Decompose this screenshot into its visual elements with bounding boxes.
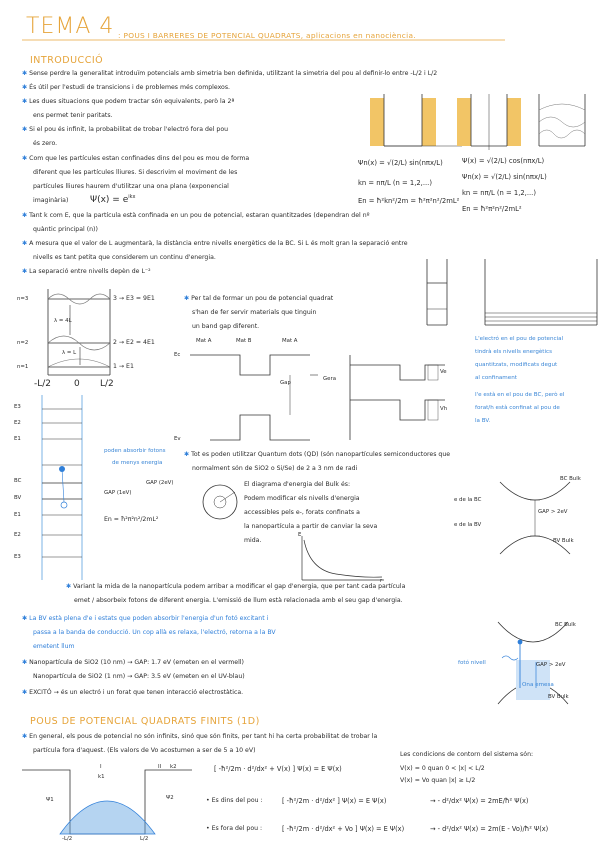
note-line-3: quantitzats, modificats degut bbox=[475, 362, 558, 368]
bulk-bc: BC Bulk bbox=[560, 476, 581, 482]
formula-left-psi: Ψn(x) = √(2/L) sin(nπx/L) bbox=[358, 159, 443, 167]
cond-2: V(x) = Vo quan |x| ≥ L/2 bbox=[400, 777, 476, 784]
qd-diag-title: El diagrama d'energia del Bulk és: bbox=[244, 481, 351, 488]
qw-ec: Ec bbox=[174, 352, 181, 358]
fw-k2: k2 bbox=[170, 764, 177, 770]
qw-line-3: un band gap diferent. bbox=[192, 323, 260, 330]
note-line-4: al confinament bbox=[475, 375, 517, 381]
level-n3: n=3 bbox=[17, 296, 29, 302]
level-e3: 3 → E3 = 9E1 bbox=[113, 295, 155, 302]
plane-wave-formula: $\Psi(x) = e^{ikx}$ bbox=[90, 194, 136, 205]
lb-note-2: de menys energia bbox=[112, 460, 163, 466]
outside-eq: [ -ħ²/2m · d²/dx² + Vo ] Ψ(x) = E Ψ(x) bbox=[282, 825, 405, 833]
intro-line-8: diferent que les partícules lliures. Si descrivim el moviment de les bbox=[33, 169, 238, 176]
fw-psi2: Ψ2 bbox=[166, 795, 174, 801]
qw-line-1: ✱ Per tal de formar un pou de potencial quadrat bbox=[184, 295, 334, 302]
lb-gap-small: GAP (1eV) bbox=[104, 490, 132, 496]
formula-right-psi-odd: Ψ(x) = √(2/L) cos(nπx/L) bbox=[462, 157, 545, 165]
cond-title: Les condicions de contorn del sistema són: bbox=[400, 751, 534, 758]
finite-line-2: partícula fora d'aquest. (Els valors de Vo acostumen a ser de 5 a 10 eV) bbox=[33, 747, 256, 754]
intro-line-6: és zero. bbox=[33, 140, 58, 147]
level-n2: n=2 bbox=[17, 340, 29, 346]
formula-right-k: kn = nπ/L (n = 1,2,...) bbox=[462, 189, 536, 197]
page-subtitle: : POUS I BARRERES DE POTENCIAL QUADRATS, aplicacions en nanociència. bbox=[118, 31, 416, 40]
intro-heading: INTRODUCCIÓ bbox=[30, 55, 104, 66]
lb-bv: BV bbox=[14, 495, 22, 501]
note-line-2: tindrà els nivells energètics bbox=[475, 349, 553, 355]
intro-line-1: ✱ Sense perdre la generalitat introduïm potencials amb simetria ben definida, utilitzant la simetria del pou al definir-lo entre -L/2 i L/2 bbox=[22, 70, 438, 77]
level-e1: 1 → E1 bbox=[113, 363, 134, 370]
lower-np-1: ✱ Nanopartícula de SiO2 (10 nm) → GAP: 1.7 eV (emeten en el vermell) bbox=[22, 659, 244, 666]
infinite-well-sketch-waves bbox=[535, 90, 595, 150]
note-line-6: forat/h està confinat al pou de bbox=[475, 405, 560, 411]
page-title: TEMA 4 bbox=[26, 14, 115, 39]
formula-right-psi-even: Ψn(x) = √(2/L) sin(nπx/L) bbox=[462, 173, 547, 181]
finite-heading: POUS DE POTENCIAL QUADRATS FINITS (1D) bbox=[30, 716, 260, 727]
qw-gen: Gera bbox=[323, 376, 337, 382]
qw-ev: Ev bbox=[174, 436, 181, 442]
qw-mat-a-1: Mat A bbox=[196, 338, 212, 344]
fw-minus: -L/2 bbox=[62, 836, 73, 842]
note-line-1: L'electró en el pou de potencial bbox=[475, 336, 564, 342]
lb-e2b: E2 bbox=[14, 532, 21, 538]
qw-vh: Vh bbox=[440, 406, 448, 412]
intro-line-10: imaginària) bbox=[33, 197, 69, 204]
em-bc: BC Bulk bbox=[555, 622, 576, 628]
outside-label: • Es fora del pou : bbox=[206, 825, 263, 832]
qd-line-3: Podem modificar els nivells d'energia bbox=[244, 495, 360, 502]
inside-label: • Es dins del pou : bbox=[206, 797, 263, 804]
quantum-well-band-diagram bbox=[170, 345, 450, 445]
formula-left-k: kn = nπ/L (n = 1,2,...) bbox=[358, 179, 432, 187]
qw-mat-a-2: Mat A bbox=[282, 338, 298, 344]
lb-e3: E3 bbox=[14, 404, 21, 410]
intro-line-13: ✱ A mesura que el valor de L augmentarà, la distància entre nivells energètics de la BC. Si L és molt gran la separació entre bbox=[22, 240, 408, 247]
intro-line-4: ens permet tenir paritats. bbox=[33, 112, 113, 119]
qd-plot-e: E bbox=[298, 532, 302, 538]
level-e2: 2 → E2 = 4E1 bbox=[113, 339, 155, 346]
qd-line-5: la nanopartícula a partir de canviar la seva bbox=[244, 523, 378, 530]
intro-line-9: partícules lliures haurem d'utilitzar una ona plana (exponencial bbox=[33, 183, 229, 190]
lb-note-1: poden absorbir fotons bbox=[104, 448, 166, 454]
intro-line-2: ✱ És útil per l'estudi de transicions i de problemes més complexos. bbox=[22, 84, 231, 91]
em-foto: fotó nivell bbox=[458, 660, 486, 666]
lower-blue-2: passa a la banda de conducció. Un cop allà es relaxa, l'electró, retorna a la BV bbox=[33, 629, 276, 636]
qd-line-1: ✱ Tot es poden utilitzar Quantum dots (QD) (són nanopartícules semiconductores que bbox=[184, 451, 451, 458]
lower-blue-1: ✱ La BV està plena d'e i estats que poden absorbir l'energia d'un fotó excitant i bbox=[22, 615, 269, 622]
qd-plot-r: r bbox=[380, 578, 383, 584]
em-gap: GAP > 2eV bbox=[536, 662, 566, 668]
lb-bc: BC bbox=[14, 478, 22, 484]
fw-II: II bbox=[158, 764, 162, 770]
em-bv: BV Bulk bbox=[548, 694, 569, 700]
finite-line-1: ✱ En general, els pous de potencial no són infinits, sinó que són finits, per tant hi ha certa probabilitat de trobar la bbox=[22, 733, 378, 740]
axis-right: L/2 bbox=[100, 379, 114, 389]
level-n1: n=1 bbox=[17, 364, 29, 370]
qd-line-2: normalment són de SiO2 o Si/Se) de 2 a 3 nm de radi bbox=[192, 465, 358, 472]
inside-res: → - d²/dx² Ψ(x) = 2mE/ħ² Ψ(x) bbox=[430, 797, 529, 805]
qd-line-6: mida. bbox=[244, 537, 262, 544]
lb-e1: E1 bbox=[14, 436, 21, 442]
schrodinger-eq: [ -ħ²/2m · d²/dx² + V(x) ] Ψ(x) = E Ψ(x) bbox=[214, 765, 342, 773]
qd-sphere-sketch bbox=[200, 482, 240, 522]
lb-formula: En = ħ²π²n²/2mL² bbox=[104, 516, 159, 523]
axis-zero: 0 bbox=[74, 379, 80, 389]
lower-exciton: ✱ EXCITÓ → és un electró i un forat que tenen interacció electrostàtica. bbox=[22, 689, 244, 696]
qw-line-2: s'han de fer servir materials que tinguin bbox=[192, 309, 317, 316]
note-line-7: la BV. bbox=[475, 418, 491, 424]
levels-vs-l-sketch bbox=[415, 255, 600, 335]
level-s2: λ = L bbox=[62, 350, 77, 356]
fw-psi1: Ψ1 bbox=[46, 797, 54, 803]
lower-line-1: ✱ Variant la mida de la nanopartícula podem arribar a modificar el gap d'energia, que per tant cada partícula bbox=[66, 583, 406, 590]
lower-np-2: Nanopartícula de SiO2 (1 nm) → GAP: 3.5 eV (emeten en el UV-blau) bbox=[33, 673, 245, 680]
em-emesa: Ona emesa bbox=[522, 682, 554, 688]
level-s1: λ = 4L bbox=[54, 318, 72, 324]
fw-k1: k1 bbox=[98, 774, 105, 780]
left-band-diagram bbox=[22, 395, 92, 585]
bulk-bv: BV Bulk bbox=[553, 538, 574, 544]
intro-line-14: nivells es tant petita que considerem un continu d'energia. bbox=[33, 254, 216, 261]
formula-left-e: En = ħ²kn²/2m = ħ²π²n²/2mL² bbox=[358, 197, 460, 205]
inside-eq: [ -ħ²/2m · d²/dx² ] Ψ(x) = E Ψ(x) bbox=[282, 797, 387, 805]
bulk-band-diagram bbox=[490, 478, 580, 558]
fw-I: I bbox=[100, 764, 102, 770]
qd-energy-size-plot bbox=[296, 534, 386, 584]
title-underline bbox=[0, 0, 600, 60]
lower-blue-3: emetent llum bbox=[33, 643, 75, 650]
lower-line-2: emet / absorbeix fotons de diferent energia. L'emissió de llum està relacionada amb el seu gap d'energia. bbox=[74, 597, 403, 604]
fw-plus: L/2 bbox=[140, 836, 149, 842]
qw-mat-b: Mat B bbox=[236, 338, 252, 344]
note-line-5: I'e està en el pou de BC, però el bbox=[475, 392, 565, 398]
qw-gap: Gap bbox=[280, 380, 291, 386]
intro-line-15: ✱ La separació entre nivells depèn de L⁻² bbox=[22, 268, 151, 275]
intro-line-5: ✱ Si el pou és infinit, la probabilitat de trobar l'electró fora del pou bbox=[22, 126, 229, 133]
qd-line-4: accessibles pels e-, forats confinats a bbox=[244, 509, 360, 516]
bulk-e-bv: e de la BV bbox=[454, 522, 482, 528]
axis-left: -L/2 bbox=[34, 379, 52, 389]
lb-gap-big: GAP (2eV) bbox=[146, 480, 174, 486]
cond-1: V(x) = 0 quan 0 < |x| < L/2 bbox=[400, 765, 485, 772]
outside-res: → - d²/dx² Ψ(x) = 2m(E - Vo)/ħ² Ψ(x) bbox=[430, 825, 549, 833]
lb-e1b: E1 bbox=[14, 512, 21, 518]
formula-right-e: En = ħ²π²n²/2mL² bbox=[462, 205, 522, 213]
intro-line-12: quàntic principal (n)) bbox=[33, 226, 98, 233]
bulk-e-bc: e de la BC bbox=[454, 497, 482, 503]
intro-line-7: ✱ Com que les partícules estan confinades dins del pou es mou de forma bbox=[22, 155, 250, 162]
lb-e2: E2 bbox=[14, 420, 21, 426]
lb-e3b: E3 bbox=[14, 554, 21, 560]
intro-line-11: ✱ Tant k com E, que la partícula està confinada en un pou de potencial, estaran quantitzades (dependran del nº bbox=[22, 212, 370, 219]
bulk-gap: GAP > 2eV bbox=[538, 509, 568, 515]
qw-ve: Ve bbox=[440, 369, 447, 375]
intro-line-3: ✱ Les dues situacions que podem tractar són equivalents, però la 2ª bbox=[22, 98, 235, 105]
